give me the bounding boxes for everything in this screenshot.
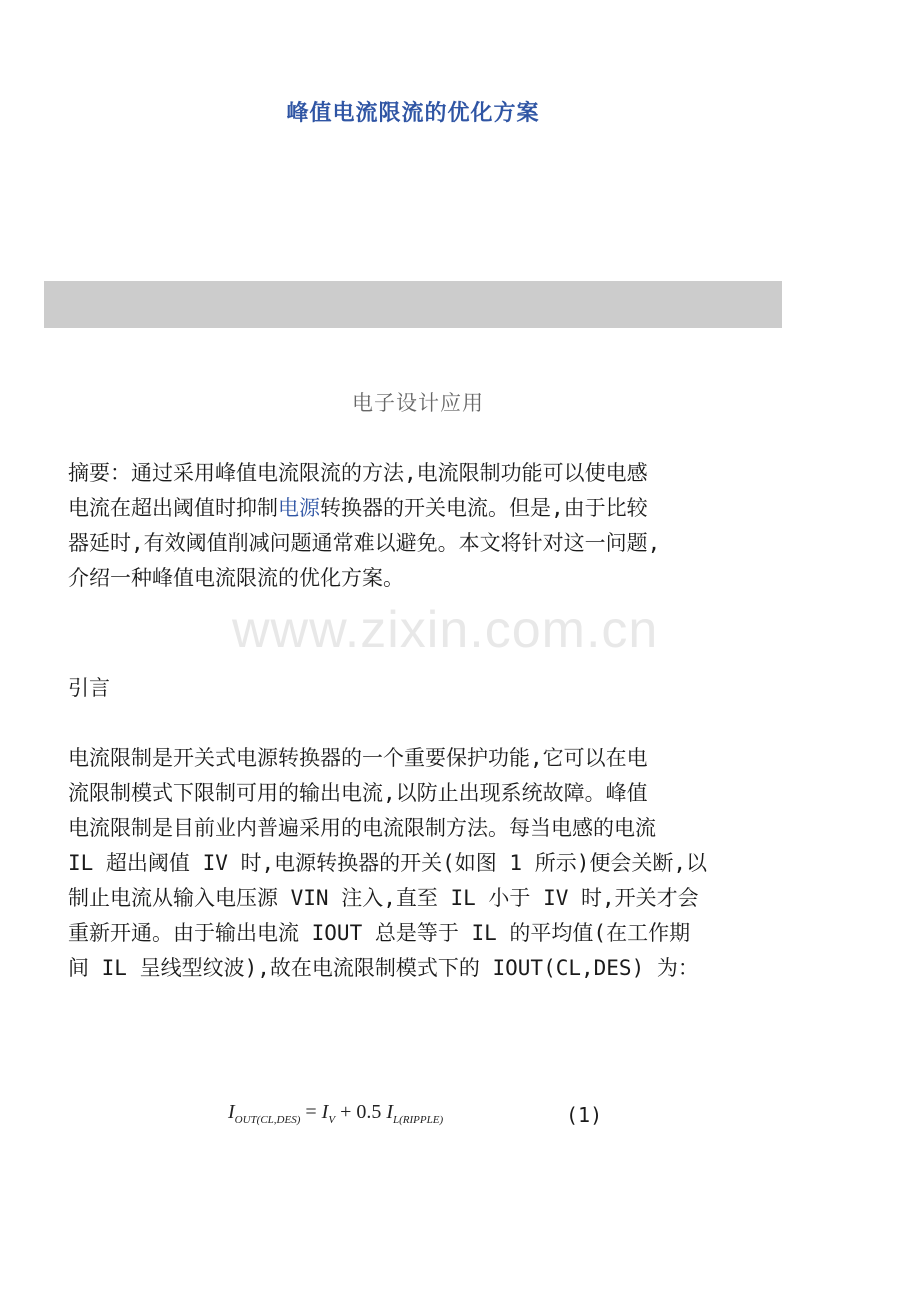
gray-banner bbox=[44, 281, 782, 328]
power-supply-link[interactable]: 电源 bbox=[278, 496, 320, 520]
document-subtitle: 电子设计应用 bbox=[352, 391, 484, 415]
document-title: 峰值电流限流的优化方案 bbox=[286, 101, 540, 126]
abstract-line: 器延时,有效阈值削减问题通常难以避免。本文将针对这一问题, bbox=[68, 531, 661, 555]
body-line: 电流限制是目前业内普遍采用的电流限制方法。每当电感的电流 bbox=[68, 816, 656, 840]
abstract-line: 摘要：通过采用峰值电流限流的方法,电流限制功能可以使电感 bbox=[68, 461, 648, 485]
body-line: 间 IL 呈线型纹波),故在电流限制模式下的 IOUT(CL,DES) 为： bbox=[68, 956, 699, 980]
equation: $I_{OUT(CL,DES)} = I_V + 0.5$ $I_{L(RIPPLE)}$ bbox=[228, 1101, 444, 1126]
abstract-line bbox=[68, 491, 768, 526]
body-line: 流限制模式下限制可用的输出电流,以防止出现系统故障。峰值 bbox=[68, 781, 648, 805]
abstract-text: 电流在超出阈值时抑制 bbox=[68, 496, 278, 520]
body-line: 电流限制是开关式电源转换器的一个重要保护功能,它可以在电 bbox=[68, 746, 648, 770]
body-line: 制止电流从输入电压源 VIN 注入,直至 IL 小于 IV 时,开关才会 bbox=[68, 886, 699, 910]
abstract-paragraph bbox=[68, 456, 768, 596]
abstract-line: 介绍一种峰值电流限流的优化方案。 bbox=[68, 566, 404, 590]
intro-heading: 引言 bbox=[68, 676, 110, 700]
body-line: 重新开通。由于输出电流 IOUT 总是等于 IL 的平均值(在工作期 bbox=[68, 921, 691, 945]
abstract-text: 转换器的开关电流。但是,由于比较 bbox=[320, 496, 648, 520]
equation-number: (1) bbox=[566, 1103, 603, 1127]
body-line: IL 超出阈值 IV 时,电源转换器的开关(如图 1 所示)便会关断,以 bbox=[68, 851, 708, 875]
body-paragraph bbox=[68, 741, 768, 986]
watermark: www.zixin.com.cn bbox=[232, 601, 659, 659]
